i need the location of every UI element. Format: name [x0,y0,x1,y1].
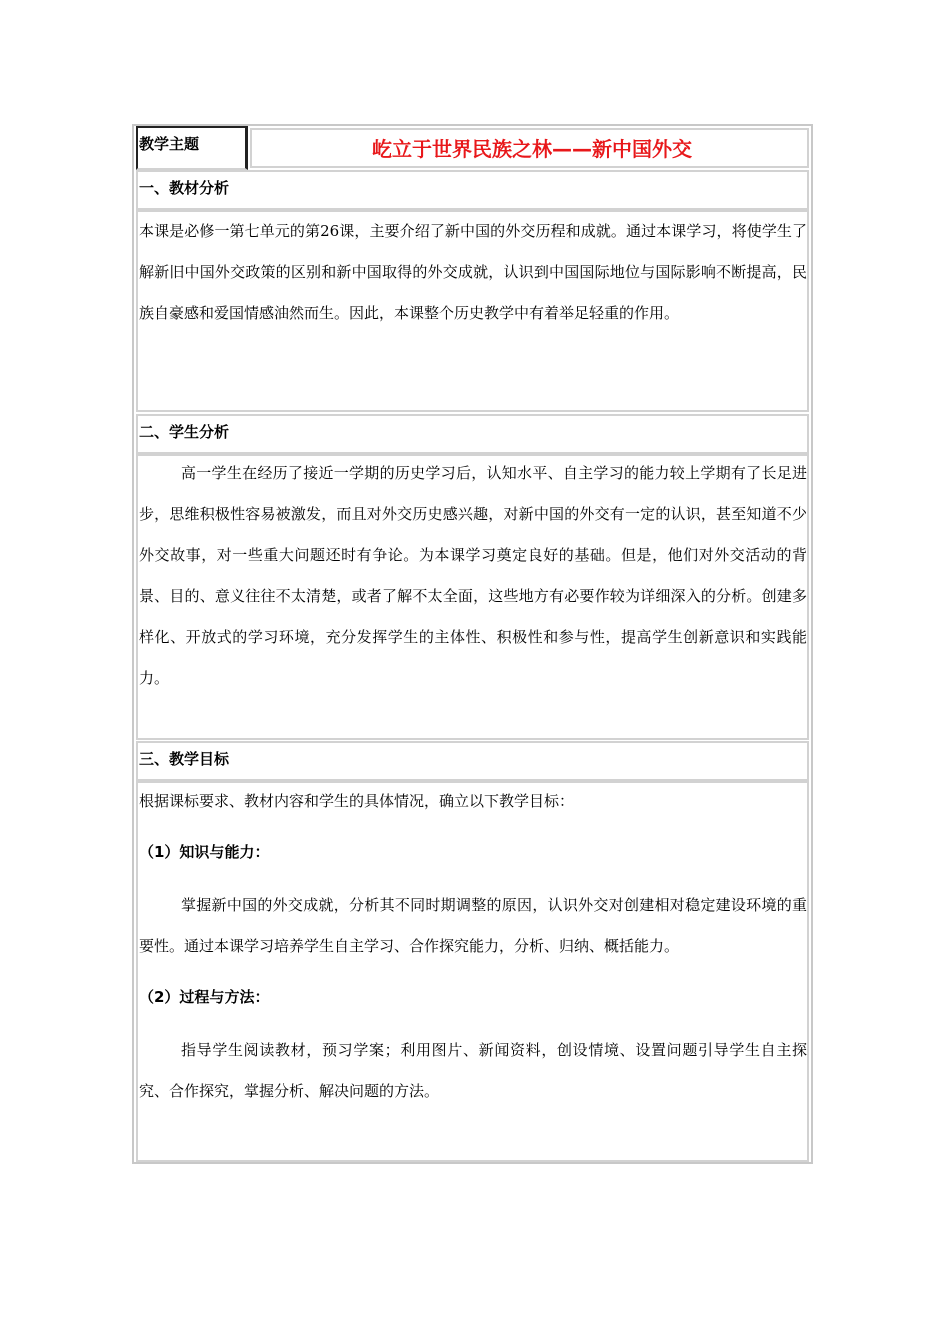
knowledge-paragraph: 掌握新中国的外交成就，分析其不同时期调整的原因，认识外交对创建相对稳定建设环境的重要性。通过本课学习培养学生自主学习、合作探究能力，分析、归纳、概括能力。 [139,896,807,955]
section-body-textbook [136,210,809,412]
title-row [136,128,809,168]
section-body-goals [136,781,809,1162]
section-heading-goals: 三、教学目标 [136,741,809,781]
section-heading-textbook: 一、教材分析 [136,170,809,210]
topic-label: 教学主题 [136,126,248,170]
section-heading-students: 二、学生分析 [136,414,809,454]
knowledge-heading: （1）知识与能力： [139,843,270,861]
students-paragraph: 高一学生在经历了接近一学期的历史学习后，认知水平、自主学习的能力较上学期有了长足进步，思维积极性容易被激发，而且对外交历史感兴趣，对新中国的外交有一定的认识，甚至知道不少外交故事，对一些重大问题还时有争论。为本课学习奠定良好的基础。但是，他们对外交活动的背景、目的、意义往往不太清楚，或者了解不太全面，这些地方有必要作较为详细深入的分析。创建多样化、开放式的学习环境，充分发挥学生的主体性、积极性和参与性，提高学生创新意识和实践能力。 [139,464,807,687]
textbook-paragraph: 本课是必修一第七单元的第26课，主要介绍了新中国的外交历程和成就。通过本课学习，将使学生了解新旧中国外交政策的区别和新中国取得的外交成就，认识到中国国际地位与国际影响不断提高，民族自豪感和爱国情感油然而生。因此，本课整个历史教学中有着举足轻重的作用。 [139,222,807,322]
goals-intro: 根据课标要求、教材内容和学生的具体情况，确立以下教学目标： [139,792,575,810]
process-paragraph: 指导学生阅读教材，预习学案；利用图片、新闻资料，创设情境、设置问题引导学生自主探究、合作探究，掌握分析、解决问题的方法。 [139,1041,807,1100]
topic-title: 屹立于世界民族之林——新中国外交 [372,137,692,161]
section-body-students [136,454,809,740]
process-heading: （2）过程与方法： [139,988,270,1006]
lesson-plan-table [132,124,813,1164]
